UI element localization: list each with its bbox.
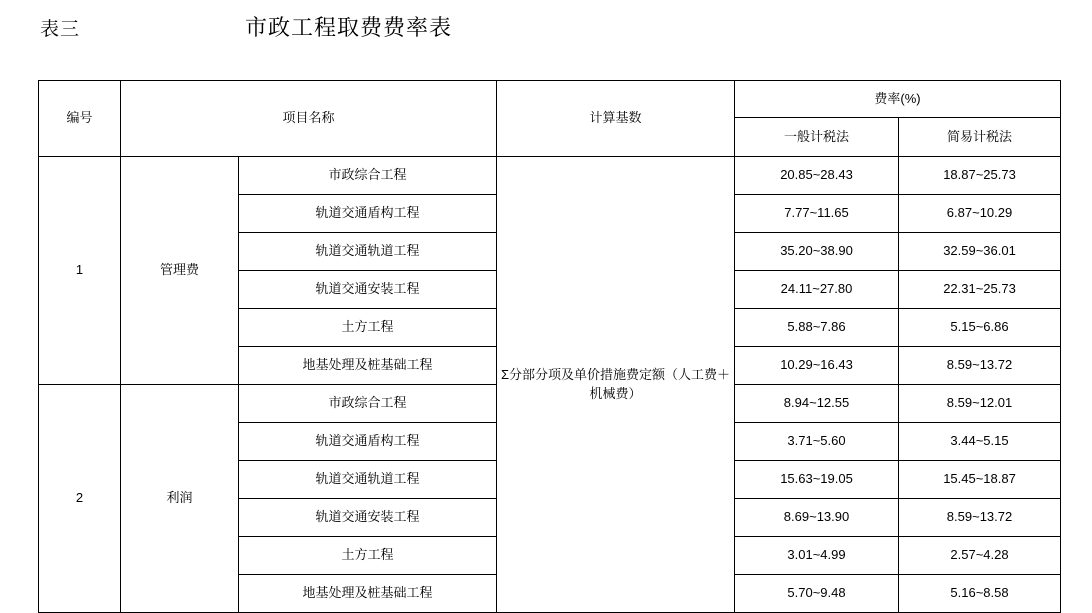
table-header bbox=[39, 81, 1061, 157]
rate-general: 10.29~16.43 bbox=[735, 347, 899, 385]
calculation-base: Σ分部分项及单价措施费定额（人工费＋机械费） bbox=[497, 157, 735, 613]
page-title: 市政工程取费费率表 bbox=[245, 15, 453, 40]
rate-simple: 8.59~12.01 bbox=[899, 385, 1061, 423]
document-header bbox=[0, 14, 1092, 48]
rate-general: 8.69~13.90 bbox=[735, 499, 899, 537]
column-header-base: 计算基数 bbox=[497, 81, 735, 157]
rate-general: 3.71~5.60 bbox=[735, 423, 899, 461]
rate-simple: 2.57~4.28 bbox=[899, 537, 1061, 575]
item-name: 轨道交通盾构工程 bbox=[239, 195, 497, 233]
item-name: 轨道交通轨道工程 bbox=[239, 233, 497, 271]
table-body bbox=[39, 157, 1061, 613]
item-name: 地基处理及桩基础工程 bbox=[239, 347, 497, 385]
group-category: 管理费 bbox=[121, 157, 239, 385]
rate-general: 35.20~38.90 bbox=[735, 233, 899, 271]
column-header-rate-general: 一般计税法 bbox=[735, 118, 899, 157]
item-name: 轨道交通安装工程 bbox=[239, 271, 497, 309]
item-name: 市政综合工程 bbox=[239, 157, 497, 195]
rate-simple: 6.87~10.29 bbox=[899, 195, 1061, 233]
rate-simple: 8.59~13.72 bbox=[899, 347, 1061, 385]
group-no: 2 bbox=[39, 385, 121, 613]
item-name: 轨道交通安装工程 bbox=[239, 499, 497, 537]
rate-simple: 32.59~36.01 bbox=[899, 233, 1061, 271]
item-name: 土方工程 bbox=[239, 537, 497, 575]
item-name: 地基处理及桩基础工程 bbox=[239, 575, 497, 613]
rate-simple: 18.87~25.73 bbox=[899, 157, 1061, 195]
group-category: 利润 bbox=[121, 385, 239, 613]
item-name: 轨道交通轨道工程 bbox=[239, 461, 497, 499]
rate-simple: 3.44~5.15 bbox=[899, 423, 1061, 461]
item-name: 土方工程 bbox=[239, 309, 497, 347]
rate-general: 5.88~7.86 bbox=[735, 309, 899, 347]
rate-simple: 15.45~18.87 bbox=[899, 461, 1061, 499]
rate-general: 7.77~11.65 bbox=[735, 195, 899, 233]
rate-simple: 22.31~25.73 bbox=[899, 271, 1061, 309]
rate-general: 8.94~12.55 bbox=[735, 385, 899, 423]
fee-rate-table bbox=[38, 80, 1061, 613]
rate-simple: 5.16~8.58 bbox=[899, 575, 1061, 613]
table-row bbox=[39, 157, 1061, 195]
item-name: 轨道交通盾构工程 bbox=[239, 423, 497, 461]
rate-general: 5.70~9.48 bbox=[735, 575, 899, 613]
rate-general: 20.85~28.43 bbox=[735, 157, 899, 195]
rate-general: 15.63~19.05 bbox=[735, 461, 899, 499]
table-label: 表三 bbox=[40, 19, 81, 40]
group-no: 1 bbox=[39, 157, 121, 385]
rate-general: 24.11~27.80 bbox=[735, 271, 899, 309]
column-header-rate-group: 费率(%) bbox=[735, 81, 1061, 118]
rate-simple: 5.15~6.86 bbox=[899, 309, 1061, 347]
rate-simple: 8.59~13.72 bbox=[899, 499, 1061, 537]
item-name: 市政综合工程 bbox=[239, 385, 497, 423]
column-header-item-name: 项目名称 bbox=[121, 81, 497, 157]
column-header-no: 编号 bbox=[39, 81, 121, 157]
rate-general: 3.01~4.99 bbox=[735, 537, 899, 575]
column-header-rate-simple: 简易计税法 bbox=[899, 118, 1061, 157]
table-header-row-1 bbox=[39, 81, 1061, 118]
